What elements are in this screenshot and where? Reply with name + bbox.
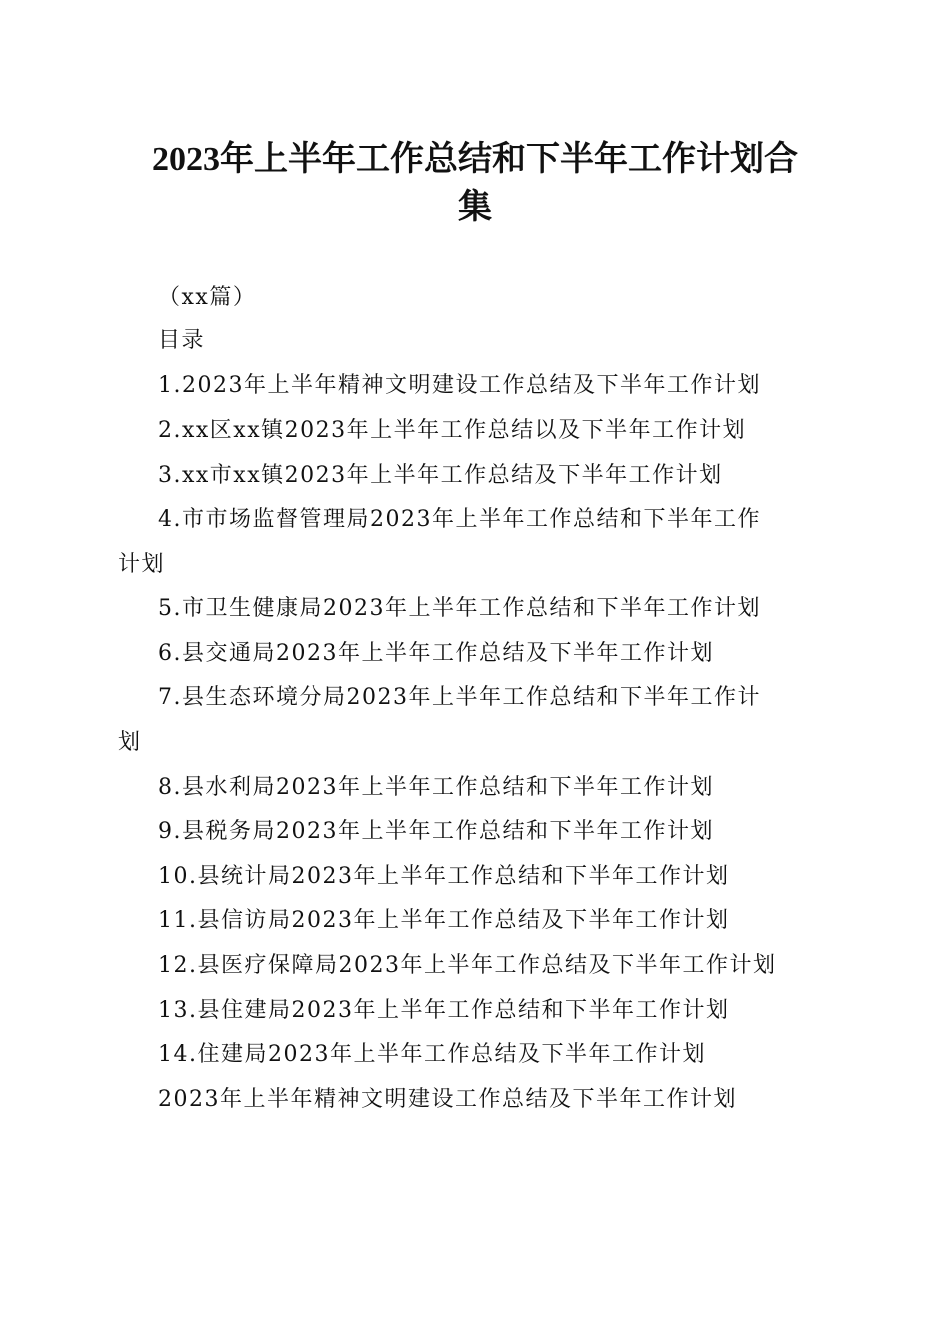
document-title-line-2: 集 [458,189,492,226]
toc-item: 8.县水利局2023年上半年工作总结和下半年工作计划 [158,775,714,800]
toc-item: 11.县信访局2023年上半年工作总结及下半年工作计划 [158,908,730,933]
toc-item: 13.县住建局2023年上半年工作总结和下半年工作计划 [158,998,730,1023]
toc-item: 9.县税务局2023年上半年工作总结和下半年工作计划 [158,819,714,844]
toc-heading: 目录 [158,328,206,353]
toc-item: 5.市卫生健康局2023年上半年工作总结和下半年工作计划 [158,596,761,621]
toc-item-continuation: 计划 [118,552,166,577]
toc-item: 6.县交通局2023年上半年工作总结及下半年工作计划 [158,641,714,666]
document-title-line-1: 2023年上半年工作总结和下半年工作计划合 [152,141,798,178]
toc-item: 7.县生态环境分局2023年上半年工作总结和下半年工作计 [158,685,761,710]
toc-item: 3.xx市xx镇2023年上半年工作总结及下半年工作计划 [158,463,723,488]
toc-item: 2.xx区xx镇2023年上半年工作总结以及下半年工作计划 [158,418,747,443]
first-article-title: 2023年上半年精神文明建设工作总结及下半年工作计划 [158,1087,737,1112]
toc-item: 10.县统计局2023年上半年工作总结和下半年工作计划 [158,864,730,889]
toc-item: 14.住建局2023年上半年工作总结及下半年工作计划 [158,1042,706,1067]
toc-item: 12.县医疗保障局2023年上半年工作总结及下半年工作计划 [158,953,777,978]
toc-item-continuation: 划 [118,730,142,755]
count-note: （xx篇） [158,285,257,310]
toc-item: 4.市市场监督管理局2023年上半年工作总结和下半年工作 [158,507,761,532]
toc-item: 1.2023年上半年精神文明建设工作总结及下半年工作计划 [158,373,761,398]
